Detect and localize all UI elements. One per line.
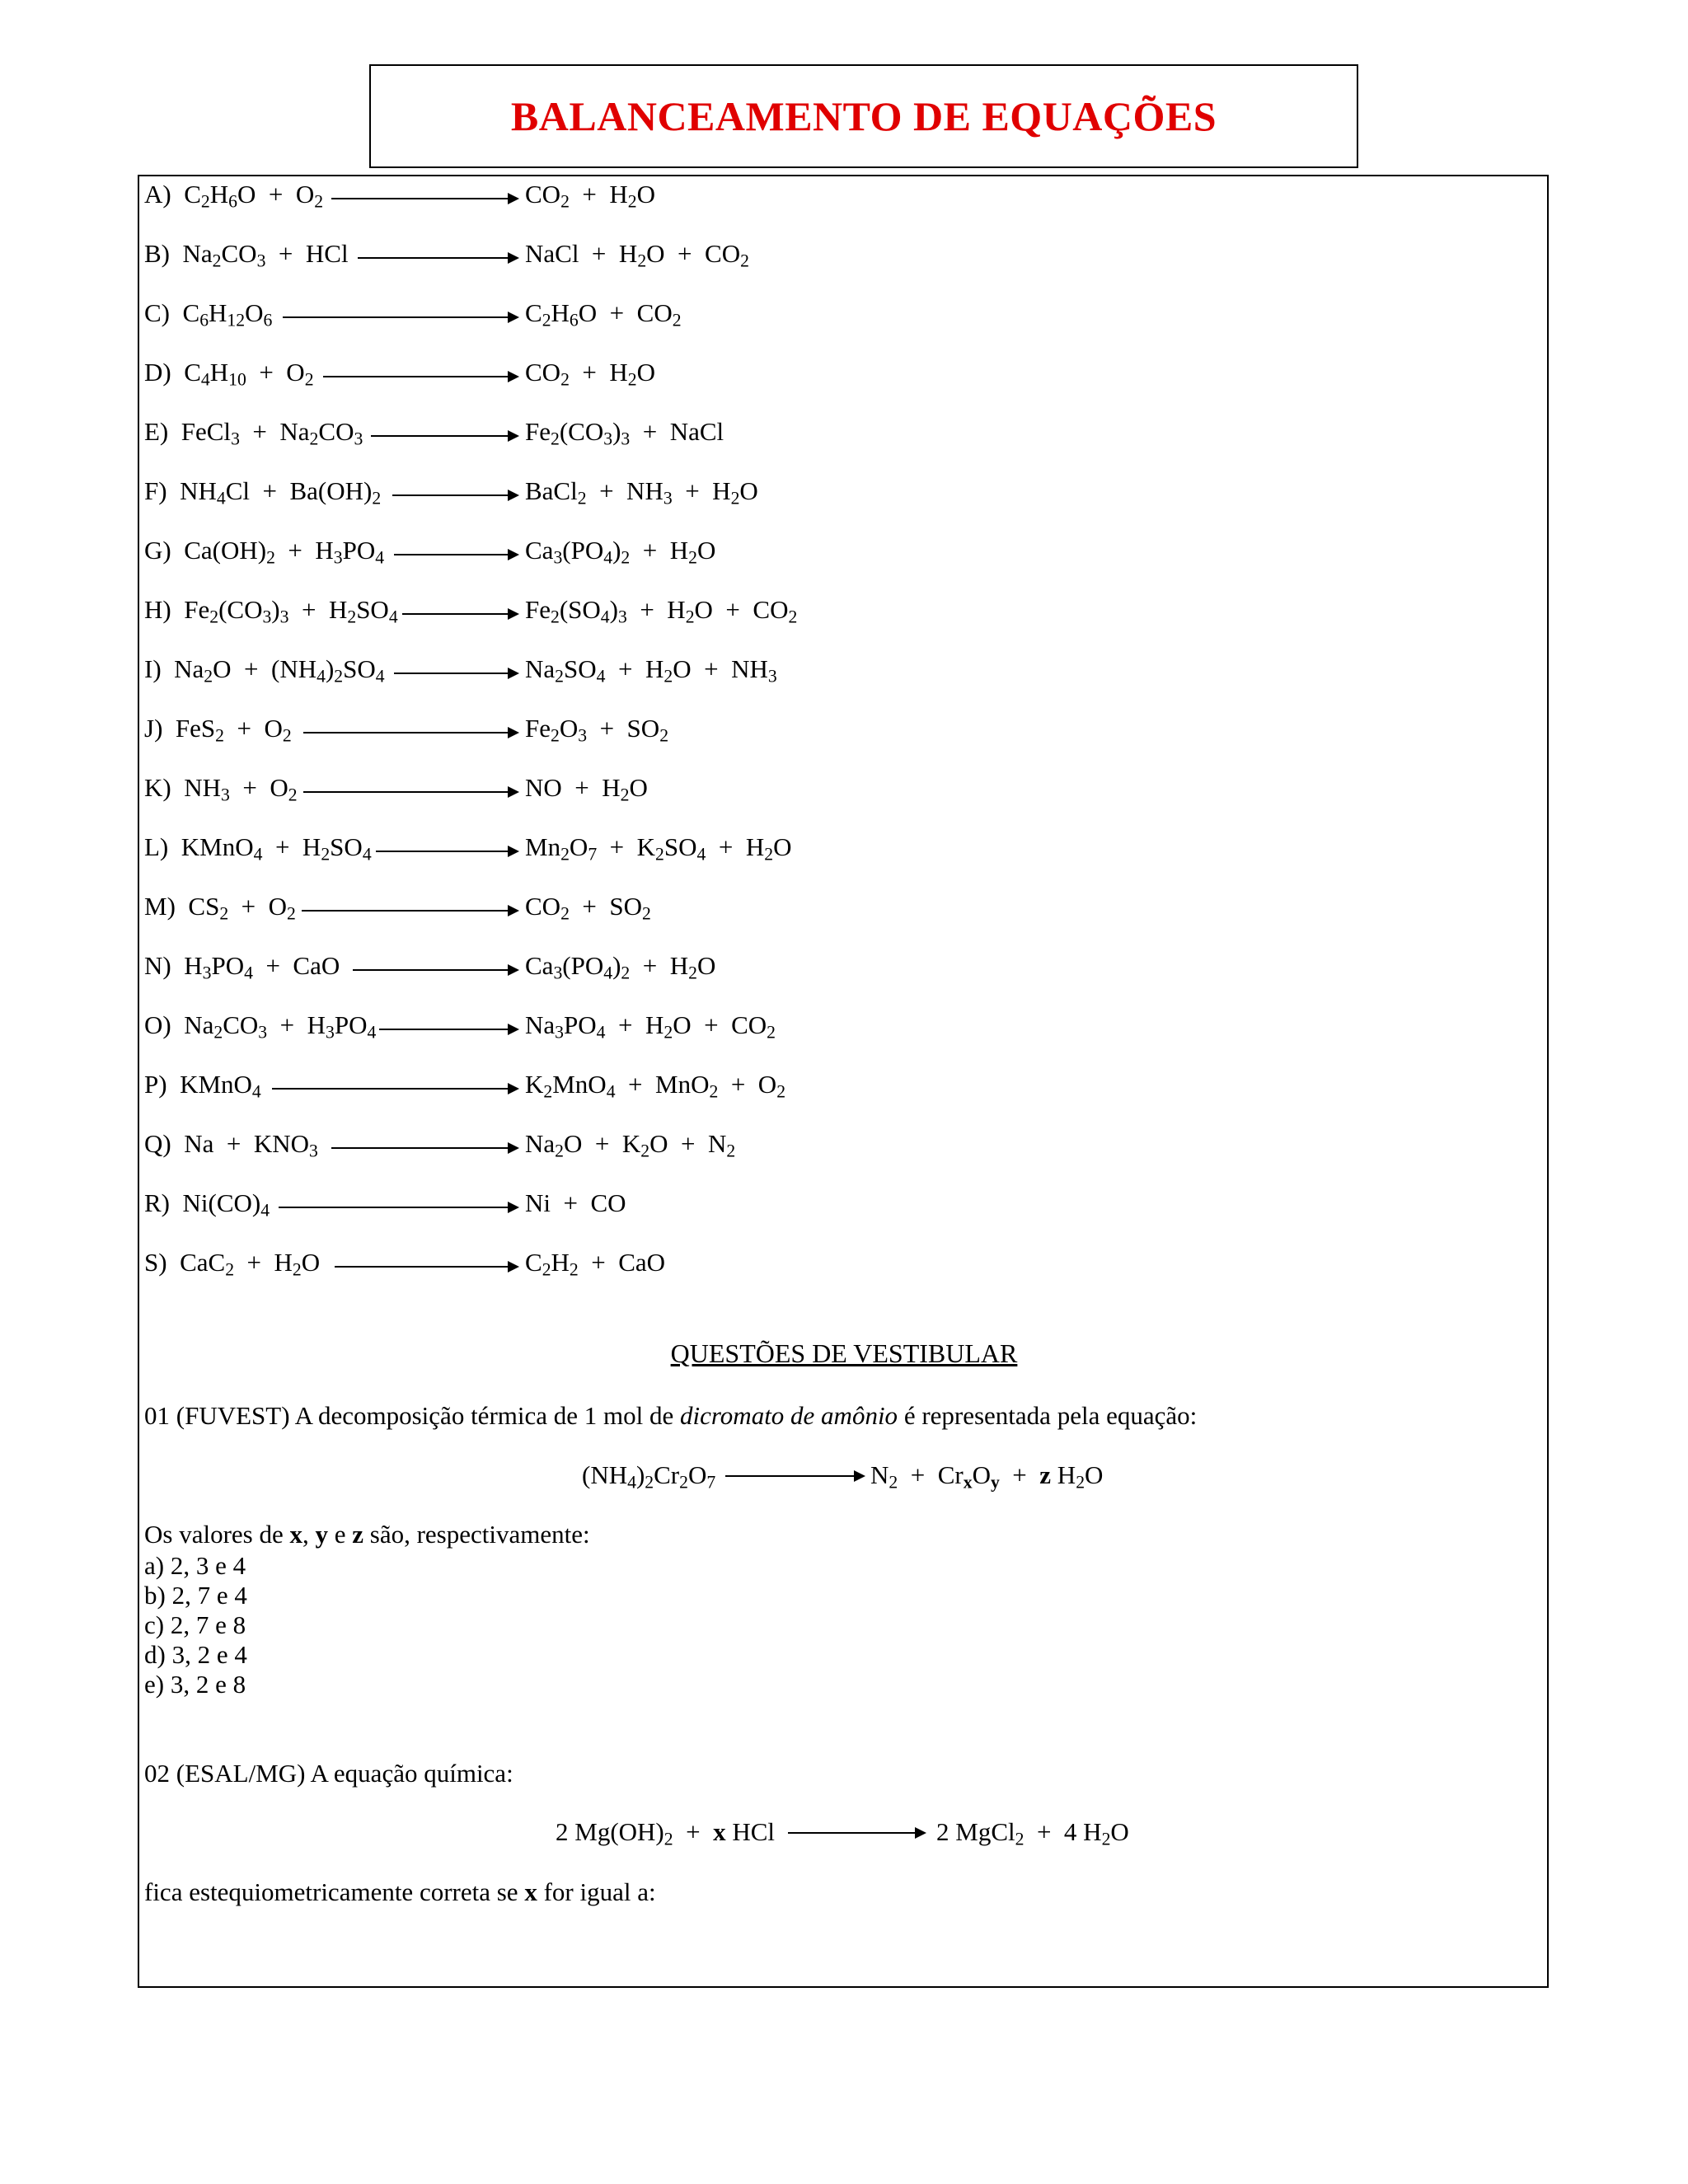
equation-reactants: I) $Na_2O + (NH_4)_2SO_4$: [144, 654, 385, 687]
q1-question: Os valores de x, y e z são, respectivamente:: [144, 1520, 590, 1549]
equation-products: $Na_2O + K_2O + N_2$: [525, 1129, 736, 1161]
q1-eq-lhs: $(NH_4)_2Cr_2O_7$: [582, 1460, 716, 1493]
equation-reactants: R) $Ni(CO)_4$: [144, 1188, 270, 1221]
equation-products: $Ca_3(PO_4)_2 + H_2O$: [525, 536, 716, 568]
equation-products: Ni + CO: [525, 1188, 626, 1217]
equation-reactants: A) $C_2H_6O + O_2$: [144, 180, 324, 212]
equation-products: $Fe_2(CO_3)_3$ + NaCl: [525, 417, 724, 449]
equation-reactants: G) $Ca(OH)_2 + H_3PO_4$: [144, 536, 385, 568]
reaction-arrow: [303, 791, 518, 793]
q1-option-b: b) 2, 7 e 4: [144, 1581, 247, 1610]
reaction-arrow: [331, 198, 518, 199]
q1-option-c: c) 2, 7 e 8: [144, 1610, 246, 1639]
equation-reactants: D) $C_4H_{10} + O_2$: [144, 358, 314, 390]
q1-intro-end: é representada pela equação:: [903, 1401, 1198, 1430]
equation-products: BaCl$_2$ + $NH_3 + H_2O$: [525, 476, 758, 509]
reaction-arrow: [379, 1029, 518, 1030]
equation-products: $C_2H_2$ + CaO: [525, 1248, 666, 1280]
q1-eq-rhs: $N_2 + Cr_xO_y + z$ $H_2O$: [870, 1460, 1104, 1493]
equation-products: $CO_2 + SO_2$: [525, 892, 651, 924]
equation-reactants: E) FeCl$_3$ + $Na_2CO_3$: [144, 417, 363, 449]
equation-reactants: L) KMnO$_4$ + $H_2SO_4$: [144, 832, 372, 865]
equation-reactants: P) KMnO$_4$: [144, 1070, 261, 1102]
equation-reactants: M) $CS_2 + O_2$: [144, 892, 296, 924]
reaction-arrow: [272, 1088, 518, 1090]
q2-eq-lhs: 2 $Mg(OH)_2 + x$ HCl: [556, 1817, 776, 1849]
q1-intro: [144, 1401, 1197, 1431]
q2-arrow: [788, 1832, 925, 1834]
equation-products: $C_2H_6O + CO_2$: [525, 298, 682, 330]
equation-reactants: S) $CaC_2 + H_2O$: [144, 1248, 321, 1280]
page-title: BALANCEAMENTO DE EQUAÇÕES: [510, 93, 1217, 139]
reaction-arrow: [376, 851, 518, 852]
equation-reactants: H) $Fe_2(CO_3)_3 + H_2SO_4$: [144, 595, 398, 627]
equation-products: $K_2MnO_4 + MnO_2 + O_2$: [525, 1070, 786, 1102]
content-box: [138, 175, 1549, 1988]
equation-reactants: K) $NH_3 + O_2$: [144, 773, 298, 805]
equation-reactants: C) $C_6H_{12}O_6$: [144, 298, 273, 330]
q1-equation: [582, 1460, 716, 1493]
equation-reactants: Q) $Na + KNO_3$: [144, 1129, 318, 1161]
reaction-arrow: [302, 910, 518, 912]
equation-reactants: N) $H_3PO_4$ + CaO: [144, 951, 340, 983]
reaction-arrow: [394, 673, 518, 674]
q1-var-z: z: [352, 1520, 364, 1549]
q1-question-post: são, respectivamente:: [369, 1520, 590, 1549]
reaction-arrow: [323, 376, 518, 377]
reaction-arrow: [394, 554, 518, 555]
q2-question-post: for igual a:: [543, 1877, 656, 1906]
equation-products: NaCl + $H_2O + CO_2$: [525, 239, 749, 271]
q2-var-x: x: [524, 1877, 537, 1906]
q1-option-d: d) 3, 2 e 4: [144, 1640, 247, 1669]
reaction-arrow: [358, 257, 518, 259]
equation-products: $CO_2 + H_2O$: [525, 358, 656, 390]
q1-var-y: y: [315, 1520, 328, 1549]
q1-option-a: a) 2, 3 e 4: [144, 1551, 246, 1580]
equation-products: $Na_3PO_4 + H_2O + CO_2$: [525, 1010, 776, 1043]
q1-question-pre: Os valores de: [144, 1520, 284, 1549]
equation-products: $CO_2 + H_2O$: [525, 180, 656, 212]
reaction-arrow: [303, 732, 518, 733]
reaction-arrow: [353, 969, 518, 971]
equation-reactants: J) $FeS_2 + O_2$: [144, 714, 292, 746]
equation-reactants: O) $Na_2CO_3 + H_3PO_4$: [144, 1010, 377, 1043]
equation-reactants: B) $Na_2CO_3$ + HCl: [144, 239, 349, 271]
reaction-arrow: [331, 1147, 518, 1149]
section-title: QUESTÕES DE VESTIBULAR: [670, 1338, 1018, 1368]
q1-var-x: x: [289, 1520, 302, 1549]
reaction-arrow: [335, 1266, 518, 1268]
reaction-arrow: [279, 1207, 518, 1208]
title-box: [369, 64, 1358, 168]
q2-intro: 02 (ESAL/MG) A equação química:: [144, 1759, 513, 1788]
equation-products: $Na_2SO_4 + H_2O + NH_3$: [525, 654, 777, 687]
reaction-arrow: [392, 494, 518, 496]
q2-question: [144, 1877, 656, 1907]
equation-products: $Fe_2O_3 + SO_2$: [525, 714, 669, 746]
reaction-arrow: [371, 435, 518, 437]
reaction-arrow: [283, 316, 518, 318]
q2-question-pre: fica estequiometricamente correta se: [144, 1877, 518, 1906]
q1-intro-text: 01 (FUVEST) A decomposição térmica de 1 mol de: [144, 1401, 674, 1430]
q1-arrow: [725, 1475, 864, 1477]
equation-products: $Fe_2(SO_4)_3 + H_2O + CO_2$: [525, 595, 798, 627]
equation-reactants: F) $NH_4Cl + Ba(OH)_2$: [144, 476, 382, 509]
equation-products: $Mn_2O_7 + K_2SO_4 + H_2O$: [525, 832, 792, 865]
q1-intro-italic: dicromato de amônio: [680, 1401, 898, 1430]
reaction-arrow: [402, 613, 518, 615]
equation-products: $Ca_3(PO_4)_2 + H_2O$: [525, 951, 716, 983]
equation-products: NO + $H_2O$: [525, 773, 648, 805]
q1-option-e: e) 3, 2 e 8: [144, 1670, 246, 1699]
q2-eq-rhs: 2 MgCl$_2$ + 4 $H_2O$: [936, 1817, 1129, 1849]
